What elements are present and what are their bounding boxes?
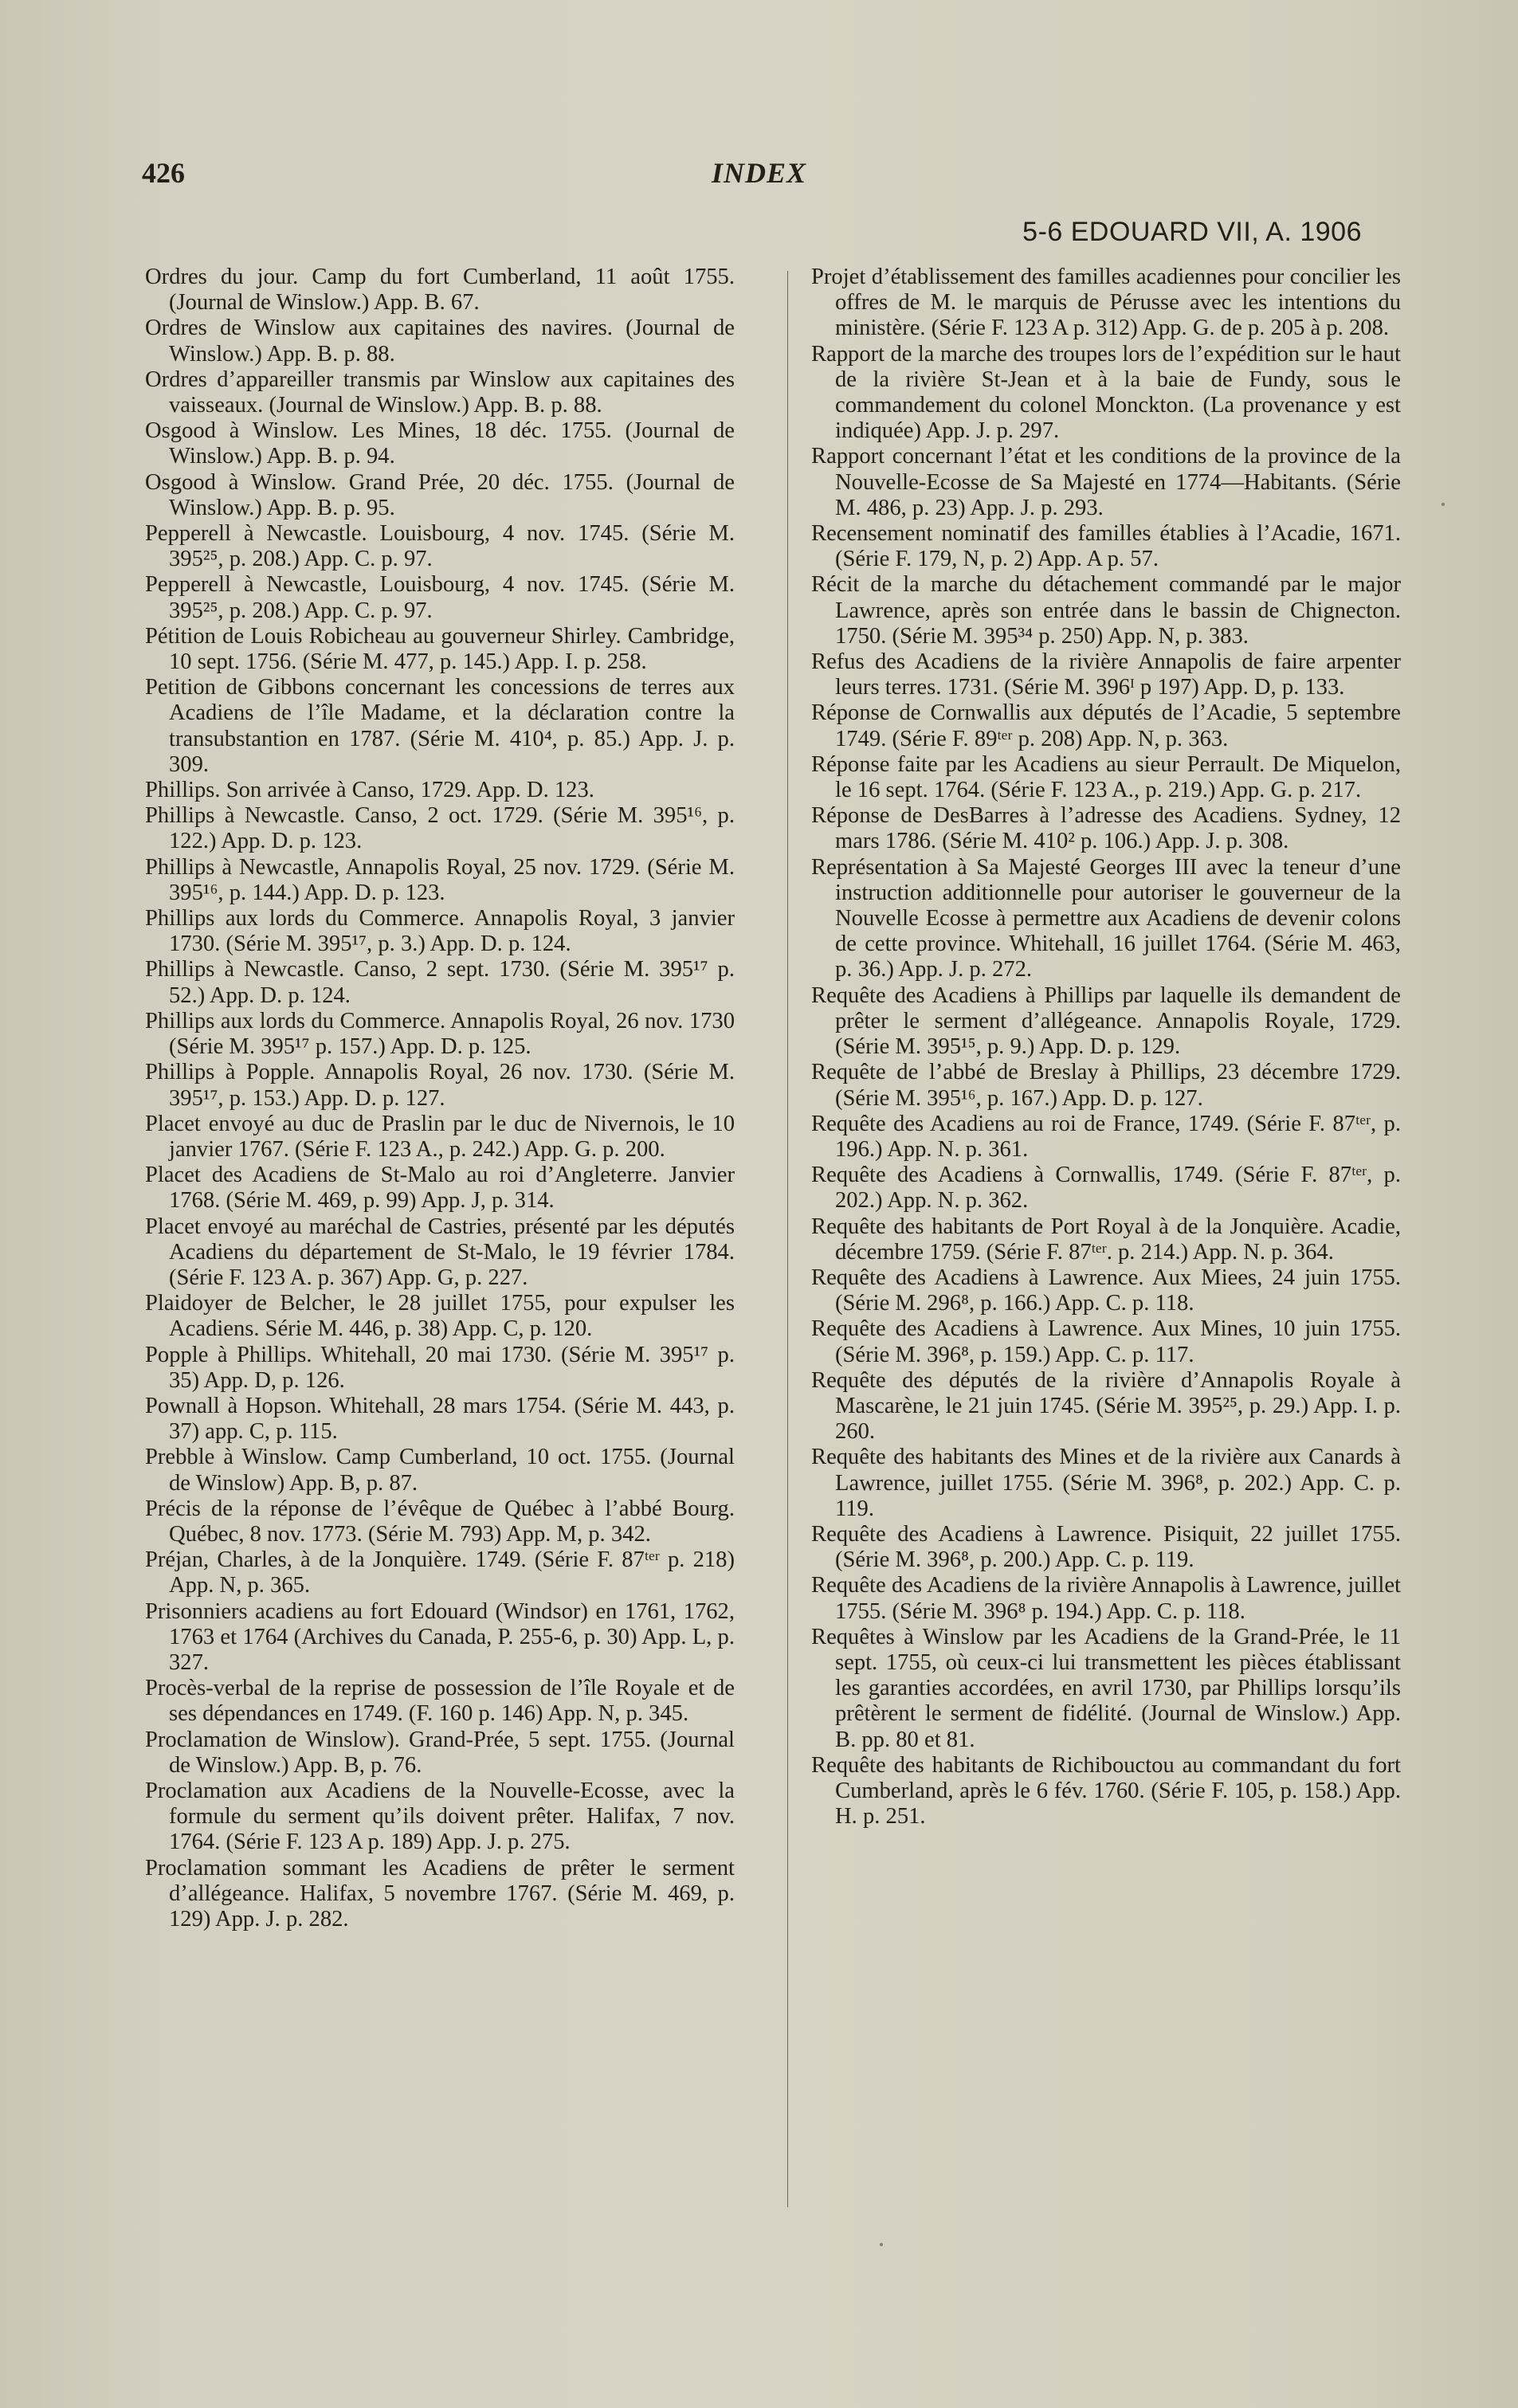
index-column-left [145, 265, 735, 1932]
index-entry: Ordres de Winslow aux capitaines des navires. (Journal de Winslow.) App. B. p. 88. [145, 316, 735, 367]
index-entry: Préjan, Charles, à de la Jonquière. 1749. (Série F. 87ᵗᵉʳ p. 218) App. N, p. 365. [145, 1547, 735, 1598]
index-column-right [811, 265, 1401, 1830]
index-entry: Requête des Acadiens à Lawrence. Aux Mines, 10 juin 1755. (Série M. 396⁸, p. 159.) App. C. p. 117. [811, 1316, 1401, 1367]
index-entry: Requête des Acadiens au roi de France, 1749. (Série F. 87ᵗᵉʳ, p. 196.) App. N. p. 361. [811, 1111, 1401, 1162]
index-entry: Rapport concernant l’état et les conditions de la province de la Nouvelle-Ecosse de Sa Majesté en 1774—Habitants. (Série M. 486, p. 23) App. J. p. 293. [811, 444, 1401, 520]
index-entry: Requête des Acadiens à Lawrence. Aux Miees, 24 juin 1755. (Série M. 296⁸, p. 166.) App. C. p. 118. [811, 1265, 1401, 1316]
index-entry: Pownall à Hopson. Whitehall, 28 mars 1754. (Série M. 443, p. 37) app. C, p. 115. [145, 1393, 735, 1445]
page-number: 426 [142, 157, 185, 189]
ink-speck: · [877, 2229, 886, 2261]
index-entry: Proclamation sommant les Acadiens de prêter le serment d’allégeance. Halifax, 5 novembre 1767. (Série M. 469, p. 129) App. J. p. 282. [145, 1855, 735, 1931]
index-entry: Réponse faite par les Acadiens au sieur Perrault. De Miquelon, le 16 sept. 1764. (Série F. 123 A., p. 219.) App. G. p. 217. [811, 751, 1401, 803]
index-entry: Requêtes à Winslow par les Acadiens de la Grand-Prée, le 11 sept. 1755, où ceux-ci lui transmettent les pièces établissant les garanties accordées, en avril 1730, par Phillips lorsqu’ils prêtèrent le serment de fidélité. (Journal de Winslow.) App. B. pp. 80 et 81. [811, 1624, 1401, 1752]
index-entry: Requête des députés de la rivière d’Annapolis Royale à Mascarène, le 21 juin 1745. (Série M. 395²⁵, p. 29.) App. I. p. 260. [811, 1367, 1401, 1445]
index-entry: Phillips aux lords du Commerce. Annapolis Royal, 3 janvier 1730. (Série M. 395¹⁷, p. 3.) App. D. p. 124. [145, 906, 735, 957]
index-entry: Plaidoyer de Belcher, le 28 juillet 1755, pour expulser les Acadiens. Série M. 446, p. 38) App. C, p. 120. [145, 1291, 735, 1342]
index-entry: Ordres d’appareiller transmis par Winslow aux capitaines des vaisseaux. (Journal de Winslow.) App. B. p. 88. [145, 367, 735, 418]
index-entry: Phillips à Newcastle, Annapolis Royal, 25 nov. 1729. (Série M. 395¹⁶, p. 144.) App. D. p. 123. [145, 854, 735, 905]
index-entry: Placet des Acadiens de St-Malo au roi d’Angleterre. Janvier 1768. (Série M. 469, p. 99) App. J, p. 314. [145, 1163, 735, 1214]
index-entry: Projet d’établissement des familles acadiennes pour concilier les offres de M. le marquis de Pérusse avec les intentions du ministère. (Série F. 123 A p. 312) App. G. de p. 205 à p. 208. [811, 265, 1401, 341]
index-entry: Pétition de Louis Robicheau au gouverneur Shirley. Cambridge, 10 sept. 1756. (Série M. 477, p. 145.) App. I. p. 258. [145, 623, 735, 675]
index-entry: Refus des Acadiens de la rivière Annapolis de faire arpenter leurs terres. 1731. (Série M. 396ᴵ p 197) App. D, p. 133. [811, 649, 1401, 700]
index-entry: Requête des Acadiens de la rivière Annapolis à Lawrence, juillet 1755. (Série M. 396⁸ p. 194.) App. C. p. 118. [811, 1573, 1401, 1624]
index-entry: Requête des habitants de Richibouctou au commandant du fort Cumberland, après le 6 fév. 1760. (Série F. 105, p. 158.) App. H. p. 251. [811, 1752, 1401, 1830]
index-entry: Phillips à Popple. Annapolis Royal, 26 nov. 1730. (Série M. 395¹⁷, p. 153.) App. D. p. 127. [145, 1060, 735, 1111]
index-entry: Phillips à Newcastle. Canso, 2 sept. 1730. (Série M. 395¹⁷ p. 52.) App. D. p. 124. [145, 957, 735, 1008]
index-entry: Proclamation de Winslow). Grand-Prée, 5 sept. 1755. (Journal de Winslow.) App. B, p. 76. [145, 1727, 735, 1778]
index-entry: Requête des Acadiens à Phillips par laquelle ils demandent de prêter le serment d’allégeance. Annapolis Royale, 1729. (Série M. 395¹⁵, p. 9.) App. D. p. 129. [811, 982, 1401, 1060]
index-entry: Réponse de DesBarres à l’adresse des Acadiens. Sydney, 12 mars 1786. (Série M. 410² p. 106.) App. J. p. 308. [811, 803, 1401, 854]
index-entry: Popple à Phillips. Whitehall, 20 mai 1730. (Série M. 395¹⁷ p. 35) App. D, p. 126. [145, 1342, 735, 1393]
column-divider [787, 271, 788, 2207]
index-entry: Pepperell à Newcastle, Louisbourg, 4 nov. 1745. (Série M. 395²⁵, p. 208.) App. C. p. 97. [145, 572, 735, 623]
index-entry: Phillips. Son arrivée à Canso, 1729. App. D. 123. [145, 778, 594, 803]
running-title: INDEX [711, 157, 807, 189]
index-entry: Requête des Acadiens à Lawrence. Pisiquit, 22 juillet 1755. (Série M. 396⁸, p. 200.) App. C. p. 119. [811, 1521, 1401, 1573]
index-entry: Requête de l’abbé de Breslay à Phillips, 23 décembre 1729. (Série M. 395¹⁶, p. 167.) App. D. p. 127. [811, 1060, 1401, 1111]
index-entry: Requête des habitants de Port Royal à de la Jonquière. Acadie, décembre 1759. (Série F. 87ᵗᵉʳ. p. 214.) App. N. p. 364. [811, 1214, 1401, 1265]
index-entry: Requête des habitants des Mines et de la rivière aux Canards à Lawrence, juillet 1755. (Série M. 396⁸, p. 202.) App. C. p. 119. [811, 1445, 1401, 1521]
index-entry: Réponse de Cornwallis aux députés de l’Acadie, 5 septembre 1749. (Série F. 89ᵗᵉʳ p. 208) App. N, p. 363. [811, 700, 1401, 751]
index-entry: Rapport de la marche des troupes lors de l’expédition sur le haut de la rivière St-Jean et à la baie de Fundy, sous le commandement du colonel Monckton. (La provenance y est indiquée) App. J. p. 297. [811, 341, 1401, 444]
index-entry: Proclamation aux Acadiens de la Nouvelle-Ecosse, avec la formule du serment qu’ils doivent prêter. Halifax, 7 nov. 1764. (Série F. 123 A p. 189) App. J. p. 275. [145, 1778, 735, 1855]
index-entry: Ordres du jour. Camp du fort Cumberland, 11 août 1755. (Journal de Winslow.) App. B. 67. [145, 265, 735, 316]
index-entry: Phillips aux lords du Commerce. Annapolis Royal, 26 nov. 1730 (Série M. 395¹⁷ p. 157.) App. D. p. 125. [145, 1008, 735, 1060]
index-entry: Phillips à Newcastle. Canso, 2 oct. 1729. (Série M. 395¹⁶, p. 122.) App. D. p. 123. [145, 803, 735, 854]
index-entry: Pepperell à Newcastle. Louisbourg, 4 nov. 1745. (Série M. 395²⁵, p. 208.) App. C. p. 97. [145, 521, 735, 572]
index-entry: Placet envoyé au maréchal de Castries, présenté par les députés Acadiens du département de St-Malo, le 19 février 1784. (Série F. 123 A. p. 367) App. G, p. 227. [145, 1214, 735, 1290]
index-entry: Petition de Gibbons concernant les concessions de terres aux Acadiens de l’île Madame, et la déclaration contre la transubstantion en 1787. (Série M. 410⁴, p. 85.) App. J. p. 309. [145, 675, 735, 777]
index-entry: Recensement nominatif des familles établies à l’Acadie, 1671. (Série F. 179, N, p. 2) App. A p. 57. [811, 521, 1401, 572]
ink-speck: · [1438, 488, 1448, 520]
index-entry: Prisonniers acadiens au fort Edouard (Windsor) en 1761, 1762, 1763 et 1764 (Archives du Canada, P. 255-6, p. 30) App. L, p. 327. [145, 1598, 735, 1675]
index-entry: Requête des Acadiens à Cornwallis, 1749. (Série F. 87ᵗᵉʳ, p. 202.) App. N. p. 362. [811, 1163, 1401, 1214]
index-entry: Précis de la réponse de l’évêque de Québec à l’abbé Bourg. Québec, 8 nov. 1773. (Série M. 793) App. M, p. 342. [145, 1496, 735, 1547]
index-entry: Procès-verbal de la reprise de possession de l’île Royale et de ses dépendances en 1749. (F. 160 p. 146) App. N, p. 345. [145, 1676, 735, 1727]
index-entry: Osgood à Winslow. Grand Prée, 20 déc. 1755. (Journal de Winslow.) App. B. p. 95. [145, 469, 735, 520]
index-entry: Représentation à Sa Majesté Georges III avec la teneur d’une instruction additionnelle pour autoriser le gouverneur de la Nouvelle Ecosse à permettre aux Acadiens de devenir colons de cette province. Whitehall, 16 juillet 1764. (Série M. 463, p. 36.) App. J. p. 272. [811, 854, 1401, 982]
index-entry: Placet envoyé au duc de Praslin par le duc de Nivernois, le 10 janvier 1767. (Série F. 123 A., p. 242.) App. G. p. 200. [145, 1111, 735, 1162]
index-entry: Osgood à Winslow. Les Mines, 18 déc. 1755. (Journal de Winslow.) App. B. p. 94. [145, 418, 735, 469]
index-entry: Prebble à Winslow. Camp Cumberland, 10 oct. 1755. (Journal de Winslow) App. B, p. 87. [145, 1445, 735, 1496]
session-header: 5-6 EDOUARD VII, A. 1906 [1022, 217, 1362, 247]
index-entry: Récit de la marche du détachement commandé par le major Lawrence, après son entrée dans le bassin de Chignecton. 1750. (Série M. 395³⁴ p. 250) App. N, p. 383. [811, 572, 1401, 649]
